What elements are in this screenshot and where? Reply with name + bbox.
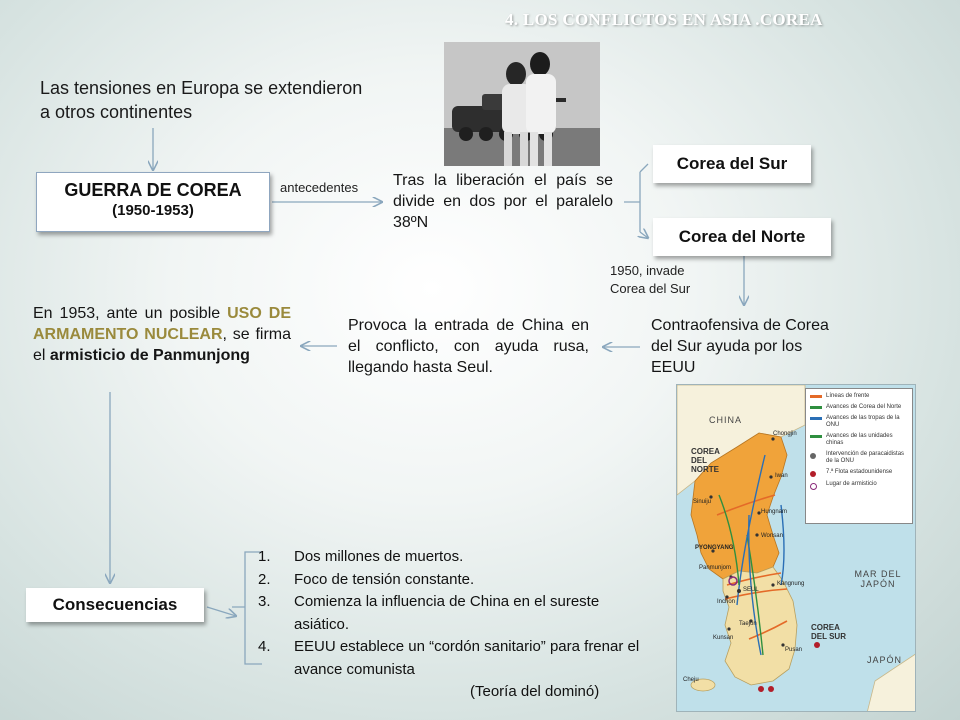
antecedentes-label: antecedentes [280,180,359,195]
city-label: Taejon [739,621,757,627]
china-entry-text: Provoca la entrada de China en el conflicto, con ayuda rusa, llegando hasta Seul. [348,317,589,376]
city-label: Pusan [785,647,803,653]
city-label: Inchon [717,599,736,605]
consequences-box: Consecuencias [26,588,204,622]
legend-item: Avances de las unidades chinas [810,433,908,447]
korea-war-map [676,384,916,712]
war-photo [444,42,600,166]
city-label: Hungnam [761,509,788,515]
legend-item: Intervención de paracaidistas de la ONU [810,451,908,465]
legend-item: Líneas de frente [810,393,908,400]
consequences-list [258,546,643,681]
tank-children-image [444,42,600,166]
armistice-text [33,303,291,366]
city-label: Kangnung [777,581,805,587]
map-legend [805,388,913,524]
intro-text: Las tensiones en Europa se extendieron a otros continentes [40,78,363,122]
war-title: GUERRA DE COREA [64,180,242,200]
list-item: 3. Comienza la influencia de China en el sureste asiático. [258,593,600,633]
counteroffensive-text: Contraofensiva de Corea del Sur ayuda por los EEUU [651,317,829,376]
armistice-prefix: En 1953, ante un posible [33,305,228,322]
city-label: PYONGYANG [695,545,734,551]
north-korea-box: Corea del Norte [653,218,831,256]
list-item: 2. Foco de tensión constante. [258,570,475,588]
war-years: (1950-1953) [112,202,194,219]
city-label: Sinuiju [693,499,712,505]
korean-war-box [36,172,270,232]
city-label: Kunsan [713,635,734,641]
city-label: SEUL [743,587,759,593]
city-label: Panmunjom [699,565,732,571]
city-label: Chongjin [773,431,797,437]
legend-item: Avances de Corea del Norte [810,404,908,411]
armistice-name: armisticio de Panmunjong [49,347,250,364]
legend-item: 7.ª Flota estadounidense [810,469,908,477]
invasion-label: 1950, invade Corea del Sur [610,263,691,296]
city-label: Wonsan [761,533,783,539]
legend-item: Avances de las tropas de la ONU [810,415,908,429]
bracket-division [624,164,648,238]
nuclear-weapons-highlight: USO DE ARMAMENTO NUCLEAR [33,305,291,343]
map-label-japan: JAPÓN [867,655,903,665]
slide-title: 4. LOS CONFLICTOS EN ASIA .COREA [505,10,823,29]
arrow-into-brace [207,607,236,616]
city-label: Iwan [775,473,788,479]
domino-theory: (Teoría del dominó) [470,683,600,700]
south-korea-box: Corea del Sur [653,145,811,183]
city-label: Cheju [683,677,699,683]
map-label-south: COREA DEL SUR [811,623,846,641]
map-label-china: CHINA [709,415,743,425]
division-text: Tras la liberación el país se divide en dos por el paralelo 38ºN [393,172,613,231]
list-item: 4. EEUU establece un “cordón sanitario” para frenar el avance comunista [258,638,640,678]
map-label-north: COREA DEL NORTE [691,447,720,474]
list-item: 1. Dos millones de muertos. [258,548,464,565]
armistice-middle: , se firma el [33,326,291,364]
legend-item: Lugar de armisticio [810,481,908,490]
map-label-sea: MAR DEL JAPÓN [854,569,902,589]
